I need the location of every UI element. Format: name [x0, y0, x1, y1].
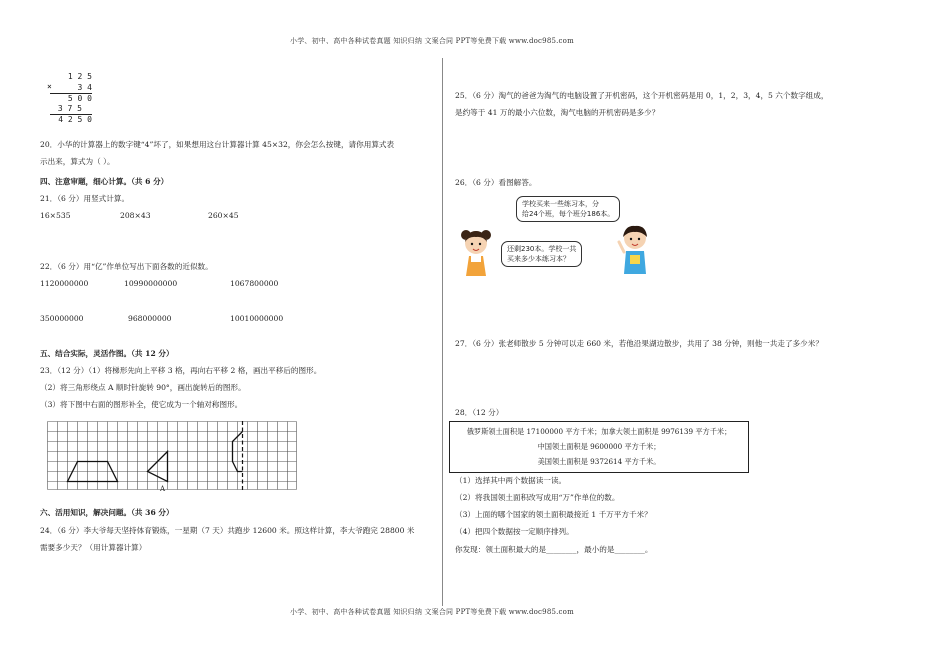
- mult-result: 4 2 5 0: [50, 114, 92, 125]
- page-footer: 小学、初中、高中各种试卷真题 知识归纳 文案合同 PPT等免费下载 www.doc985.com: [290, 608, 574, 616]
- mult-partial-2: 3 7 5: [57, 103, 82, 113]
- mult-partial-1: 5 0 0: [50, 93, 92, 104]
- girl-bubble-line1: 还剩230本。学校一共: [507, 245, 577, 253]
- page-header: 小学、初中、高中各种试卷真题 知识归纳 文案合同 PPT等免费下载 www.doc985.com: [290, 37, 574, 45]
- q21-item-1: 16×535: [40, 211, 71, 220]
- q27: 27．（6 分）张老师散步 5 分钟可以走 660 米，若他沿果湖边散步，共用了 38 分钟，则他一共走了多少米？: [455, 339, 823, 348]
- section5-title: 五、结合实际，灵活作图。（共 12 分）: [40, 349, 174, 358]
- q28-box-line2: 中国领土面积是 9600000 平方千米；: [537, 442, 661, 451]
- girl-speech-bubble: [501, 241, 582, 267]
- q22-num-1: 1120000000: [40, 279, 89, 288]
- q20-line2: 示出来，算式为（ ）。: [40, 157, 115, 166]
- q22-num-5: 968000000: [128, 314, 172, 323]
- column-divider: [442, 58, 443, 606]
- q28-sub4: （4）把四个数据按一定顺序排列。: [455, 527, 574, 536]
- section4-title: 四、注意审题，细心计算。（共 6 分）: [40, 177, 169, 186]
- mult-multiplier: 3 4: [77, 82, 92, 92]
- q28-sub2: （2）将我国领土面积改写成用“万”作单位的数。: [455, 493, 620, 502]
- q22-num-6: 10010000000: [230, 314, 284, 323]
- q28-stem: 28．（12 分）: [455, 408, 504, 417]
- mult-multiplicand: 1 2 5: [67, 72, 92, 81]
- q28-box-line3: 美国领土面积是 9372614 平方千米。: [537, 457, 661, 466]
- section6-title: 六、活用知识，解决问题。（共 36 分）: [40, 508, 174, 517]
- q28-box-line1: 俄罗斯领土面积是 17100000 平方千米；加拿大领土面积是 9976139 平方千米；: [466, 427, 732, 436]
- q23-line3: （3）将下图中右面的图形补全，使它成为一个轴对称图形。: [40, 400, 243, 409]
- q20-line1: 20．小华的计算器上的数字键“4”坏了，如果想用这台计算器计算 45×32，你会怎么按键，请你用算式表: [40, 140, 395, 149]
- q22-stem: 22．（6 分）用“亿”作单位写出下面各数的近似数。: [40, 262, 213, 271]
- q23-line2: （2）将三角形绕点 A 顺时针旋转 90°，画出旋转后的图形。: [40, 383, 246, 392]
- grid-figure: [47, 421, 299, 491]
- q21-stem: 21．（6 分）用竖式计算。: [40, 194, 130, 203]
- q28-sub3: （3）上面的哪个国家的领土面积最接近 1 千万平方千米？: [455, 510, 652, 519]
- times-sign: ×: [47, 82, 52, 91]
- q22-num-4: 350000000: [40, 314, 84, 323]
- q21-item-3: 260×45: [208, 211, 239, 220]
- q28-find: 你发现：领土面积最大的是________，最小的是________。: [455, 545, 653, 554]
- grid-lines: [48, 422, 297, 490]
- boy-bubble-line1: 学校买来一些练习本，分: [522, 200, 599, 208]
- girl-bubble-line2: 买来多少本练习本？: [507, 255, 570, 263]
- q25-line1: 25．（6 分）淘气的爸爸为淘气的电脑设置了开机密码，这个开机密码是用 0，1，2，3，4，5 六个数字组成，: [455, 91, 829, 100]
- boy-bubble-line2: 给24个班，每个班分186本。: [522, 210, 615, 218]
- q23-line1: 23．（12 分）（1）将梯形先向上平移 3 格，再向右平移 2 格，画出平移后的图形。: [40, 366, 322, 375]
- q28-sub1: （1）选择其中两个数据读一读。: [455, 476, 567, 485]
- q25-line2: 是约等于 41 万的最小六位数，淘气电脑的开机密码是多少？: [455, 108, 660, 117]
- q26-stem: 26．（6 分）看图解答。: [455, 178, 537, 187]
- vertical-multiplication: [47, 72, 92, 125]
- q22-num-2: 10990000000: [124, 279, 178, 288]
- q24-line2: 需要多少天？（用计算器计算）: [40, 543, 147, 552]
- point-a-label: A: [160, 485, 166, 491]
- boy-illustration: [617, 222, 653, 276]
- q24-line1: 24．（6 分）李大爷每天坚持体育锻炼，一星期（7 天）共跑步 12600 米。照这样计算，李大爷跑完 28800 米: [40, 526, 415, 535]
- q22-num-3: 1067800000: [230, 279, 279, 288]
- q28-data-box: [449, 421, 749, 473]
- q21-item-2: 208×43: [120, 211, 151, 220]
- girl-illustration: [458, 226, 494, 278]
- boy-speech-bubble: [516, 196, 620, 222]
